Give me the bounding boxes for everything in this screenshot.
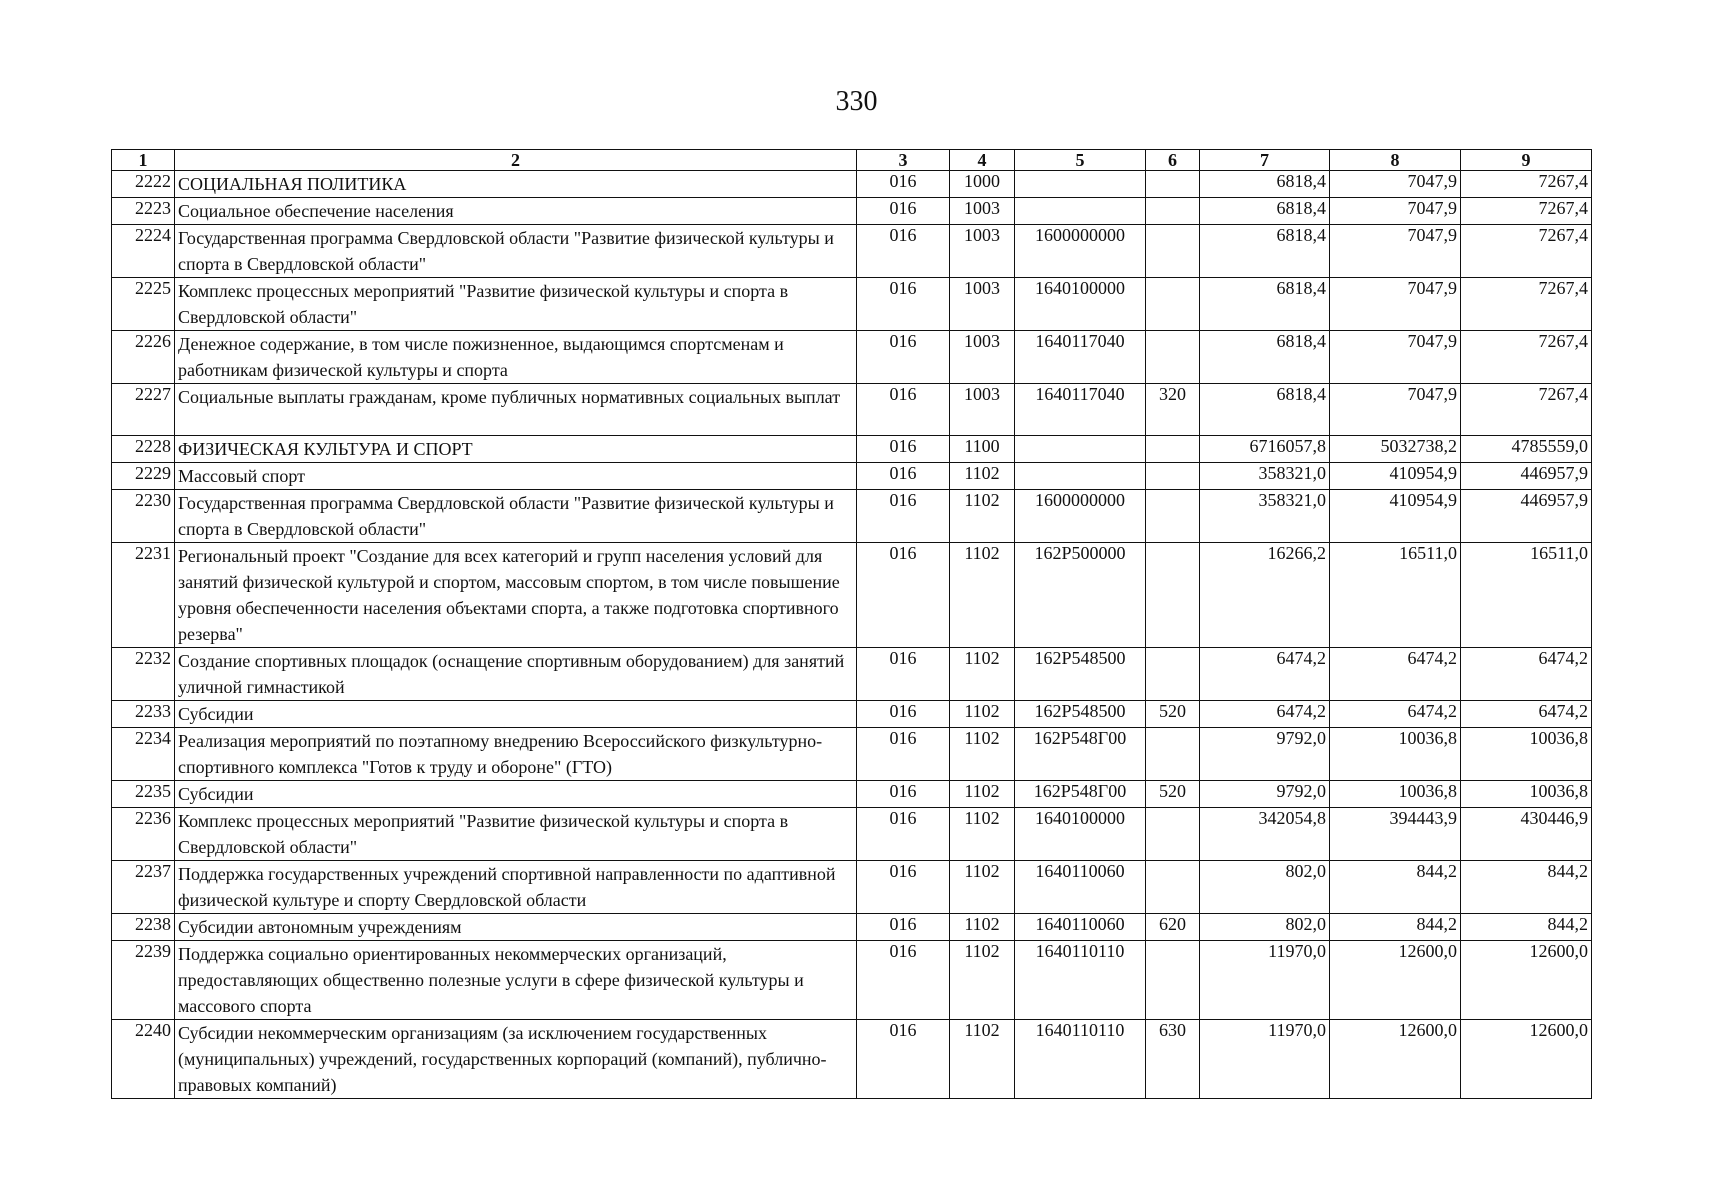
amount-year-1: 358321,0 bbox=[1200, 490, 1330, 543]
column-header: 6 bbox=[1146, 150, 1200, 171]
code-target: 162P548Г00 bbox=[1015, 781, 1146, 808]
row-number: 2231 bbox=[112, 543, 175, 648]
code-section: 1102 bbox=[950, 490, 1015, 543]
amount-year-3: 7267,4 bbox=[1461, 171, 1592, 198]
amount-year-2: 7047,9 bbox=[1330, 384, 1461, 436]
code-expense-type: 520 bbox=[1146, 781, 1200, 808]
code-target: 1600000000 bbox=[1015, 490, 1146, 543]
row-name: Субсидии автономным учреждениям bbox=[175, 914, 857, 941]
column-header: 1 bbox=[112, 150, 175, 171]
code-expense-type bbox=[1146, 808, 1200, 861]
table-row bbox=[112, 436, 1592, 463]
column-header: 2 bbox=[175, 150, 857, 171]
table-row bbox=[112, 490, 1592, 543]
row-number: 2230 bbox=[112, 490, 175, 543]
amount-year-1: 6474,2 bbox=[1200, 701, 1330, 728]
code-section: 1102 bbox=[950, 808, 1015, 861]
code-section: 1102 bbox=[950, 781, 1015, 808]
amount-year-1: 16266,2 bbox=[1200, 543, 1330, 648]
table-row bbox=[112, 198, 1592, 225]
amount-year-1: 11970,0 bbox=[1200, 941, 1330, 1020]
row-name: Комплекс процессных мероприятий "Развитие физической культуры и спорта в Свердловской области" bbox=[175, 278, 857, 331]
code-section: 1003 bbox=[950, 225, 1015, 278]
row-name: СОЦИАЛЬНАЯ ПОЛИТИКА bbox=[175, 171, 857, 198]
row-name: Социальные выплаты гражданам, кроме публичных нормативных социальных выплат bbox=[175, 384, 857, 436]
row-name: ФИЗИЧЕСКАЯ КУЛЬТУРА И СПОРТ bbox=[175, 436, 857, 463]
table-row bbox=[112, 543, 1592, 648]
code-target: 1640110060 bbox=[1015, 861, 1146, 914]
code-admin: 016 bbox=[857, 728, 950, 781]
code-expense-type: 520 bbox=[1146, 701, 1200, 728]
code-admin: 016 bbox=[857, 384, 950, 436]
amount-year-2: 7047,9 bbox=[1330, 331, 1461, 384]
code-admin: 016 bbox=[857, 543, 950, 648]
column-header: 5 bbox=[1015, 150, 1146, 171]
row-name: Создание спортивных площадок (оснащение спортивным оборудованием) для занятий уличной гимнастикой bbox=[175, 648, 857, 701]
row-number: 2235 bbox=[112, 781, 175, 808]
row-number: 2225 bbox=[112, 278, 175, 331]
code-expense-type bbox=[1146, 463, 1200, 490]
table-row bbox=[112, 1020, 1592, 1099]
code-admin: 016 bbox=[857, 331, 950, 384]
code-admin: 016 bbox=[857, 278, 950, 331]
row-name: Государственная программа Свердловской области "Развитие физической культуры и спорта в Свердловской области" bbox=[175, 225, 857, 278]
amount-year-2: 5032738,2 bbox=[1330, 436, 1461, 463]
amount-year-3: 7267,4 bbox=[1461, 198, 1592, 225]
code-target: 1640110060 bbox=[1015, 914, 1146, 941]
code-admin: 016 bbox=[857, 436, 950, 463]
budget-table bbox=[111, 149, 1592, 1099]
amount-year-3: 6474,2 bbox=[1461, 701, 1592, 728]
table-row bbox=[112, 941, 1592, 1020]
row-number: 2237 bbox=[112, 861, 175, 914]
code-expense-type bbox=[1146, 490, 1200, 543]
code-section: 1102 bbox=[950, 543, 1015, 648]
table-row bbox=[112, 781, 1592, 808]
code-admin: 016 bbox=[857, 808, 950, 861]
code-admin: 016 bbox=[857, 781, 950, 808]
row-number: 2229 bbox=[112, 463, 175, 490]
amount-year-2: 7047,9 bbox=[1330, 278, 1461, 331]
row-name: Массовый спорт bbox=[175, 463, 857, 490]
column-header: 8 bbox=[1330, 150, 1461, 171]
code-admin: 016 bbox=[857, 701, 950, 728]
code-target: 162P548500 bbox=[1015, 648, 1146, 701]
row-name: Поддержка государственных учреждений спортивной направленности по адаптивной физической культуре и спорту Свердловской области bbox=[175, 861, 857, 914]
amount-year-1: 6474,2 bbox=[1200, 648, 1330, 701]
amount-year-3: 844,2 bbox=[1461, 861, 1592, 914]
code-admin: 016 bbox=[857, 171, 950, 198]
code-admin: 016 bbox=[857, 914, 950, 941]
amount-year-3: 446957,9 bbox=[1461, 463, 1592, 490]
row-name: Субсидии bbox=[175, 781, 857, 808]
amount-year-3: 10036,8 bbox=[1461, 781, 1592, 808]
code-expense-type bbox=[1146, 543, 1200, 648]
code-target bbox=[1015, 436, 1146, 463]
amount-year-3: 16511,0 bbox=[1461, 543, 1592, 648]
amount-year-3: 7267,4 bbox=[1461, 331, 1592, 384]
code-expense-type bbox=[1146, 648, 1200, 701]
row-name: Поддержка социально ориентированных некоммерческих организаций, предоставляющих общественно полезные услуги в сфере физической культуры и массового спорта bbox=[175, 941, 857, 1020]
amount-year-3: 12600,0 bbox=[1461, 1020, 1592, 1099]
table-row bbox=[112, 384, 1592, 436]
code-target: 1640117040 bbox=[1015, 331, 1146, 384]
row-name: Комплекс процессных мероприятий "Развитие физической культуры и спорта в Свердловской области" bbox=[175, 808, 857, 861]
amount-year-3: 430446,9 bbox=[1461, 808, 1592, 861]
code-target: 1640100000 bbox=[1015, 808, 1146, 861]
code-expense-type bbox=[1146, 225, 1200, 278]
amount-year-2: 844,2 bbox=[1330, 914, 1461, 941]
table-row bbox=[112, 278, 1592, 331]
code-target: 162P548Г00 bbox=[1015, 728, 1146, 781]
row-number: 2238 bbox=[112, 914, 175, 941]
row-number: 2233 bbox=[112, 701, 175, 728]
amount-year-3: 7267,4 bbox=[1461, 278, 1592, 331]
header-row bbox=[112, 150, 1592, 171]
table-row bbox=[112, 225, 1592, 278]
amount-year-1: 802,0 bbox=[1200, 914, 1330, 941]
row-number: 2223 bbox=[112, 198, 175, 225]
row-number: 2227 bbox=[112, 384, 175, 436]
table-row bbox=[112, 861, 1592, 914]
code-target: 162P500000 bbox=[1015, 543, 1146, 648]
code-admin: 016 bbox=[857, 861, 950, 914]
page-number: 330 bbox=[835, 86, 878, 117]
code-admin: 016 bbox=[857, 648, 950, 701]
amount-year-3: 12600,0 bbox=[1461, 941, 1592, 1020]
code-section: 1102 bbox=[950, 861, 1015, 914]
code-expense-type bbox=[1146, 941, 1200, 1020]
code-target: 1600000000 bbox=[1015, 225, 1146, 278]
code-section: 1100 bbox=[950, 436, 1015, 463]
code-admin: 016 bbox=[857, 463, 950, 490]
code-target: 1640117040 bbox=[1015, 384, 1146, 436]
code-section: 1102 bbox=[950, 914, 1015, 941]
table-row bbox=[112, 171, 1592, 198]
code-target: 1640110110 bbox=[1015, 1020, 1146, 1099]
amount-year-2: 410954,9 bbox=[1330, 490, 1461, 543]
row-number: 2228 bbox=[112, 436, 175, 463]
code-expense-type bbox=[1146, 436, 1200, 463]
amount-year-1: 9792,0 bbox=[1200, 728, 1330, 781]
row-name: Реализация мероприятий по поэтапному внедрению Всероссийского физкультурно-спортивного комплекса "Готов к труду и обороне" (ГТО) bbox=[175, 728, 857, 781]
code-admin: 016 bbox=[857, 490, 950, 543]
code-target bbox=[1015, 198, 1146, 225]
code-section: 1102 bbox=[950, 463, 1015, 490]
row-name: Государственная программа Свердловской области "Развитие физической культуры и спорта в Свердловской области" bbox=[175, 490, 857, 543]
row-number: 2240 bbox=[112, 1020, 175, 1099]
code-section: 1003 bbox=[950, 384, 1015, 436]
amount-year-2: 394443,9 bbox=[1330, 808, 1461, 861]
table-row bbox=[112, 648, 1592, 701]
amount-year-1: 6818,4 bbox=[1200, 384, 1330, 436]
amount-year-1: 6818,4 bbox=[1200, 171, 1330, 198]
table-row bbox=[112, 331, 1592, 384]
row-number: 2239 bbox=[112, 941, 175, 1020]
code-expense-type bbox=[1146, 331, 1200, 384]
table-row bbox=[112, 808, 1592, 861]
amount-year-2: 844,2 bbox=[1330, 861, 1461, 914]
code-section: 1000 bbox=[950, 171, 1015, 198]
amount-year-3: 4785559,0 bbox=[1461, 436, 1592, 463]
row-name: Субсидии bbox=[175, 701, 857, 728]
amount-year-2: 10036,8 bbox=[1330, 781, 1461, 808]
code-section: 1102 bbox=[950, 941, 1015, 1020]
code-target: 1640100000 bbox=[1015, 278, 1146, 331]
amount-year-3: 7267,4 bbox=[1461, 384, 1592, 436]
amount-year-1: 6818,4 bbox=[1200, 225, 1330, 278]
row-number: 2234 bbox=[112, 728, 175, 781]
amount-year-1: 9792,0 bbox=[1200, 781, 1330, 808]
code-section: 1102 bbox=[950, 1020, 1015, 1099]
amount-year-2: 6474,2 bbox=[1330, 648, 1461, 701]
amount-year-1: 802,0 bbox=[1200, 861, 1330, 914]
row-number: 2236 bbox=[112, 808, 175, 861]
code-expense-type: 320 bbox=[1146, 384, 1200, 436]
row-number: 2226 bbox=[112, 331, 175, 384]
code-expense-type bbox=[1146, 728, 1200, 781]
code-admin: 016 bbox=[857, 198, 950, 225]
amount-year-2: 16511,0 bbox=[1330, 543, 1461, 648]
amount-year-1: 11970,0 bbox=[1200, 1020, 1330, 1099]
amount-year-1: 6716057,8 bbox=[1200, 436, 1330, 463]
amount-year-3: 6474,2 bbox=[1461, 648, 1592, 701]
code-expense-type: 620 bbox=[1146, 914, 1200, 941]
amount-year-2: 12600,0 bbox=[1330, 941, 1461, 1020]
code-admin: 016 bbox=[857, 225, 950, 278]
code-target: 1640110110 bbox=[1015, 941, 1146, 1020]
code-admin: 016 bbox=[857, 1020, 950, 1099]
amount-year-2: 410954,9 bbox=[1330, 463, 1461, 490]
amount-year-1: 6818,4 bbox=[1200, 278, 1330, 331]
row-number: 2222 bbox=[112, 171, 175, 198]
row-number: 2224 bbox=[112, 225, 175, 278]
amount-year-1: 358321,0 bbox=[1200, 463, 1330, 490]
table-body bbox=[112, 171, 1592, 1099]
code-expense-type bbox=[1146, 278, 1200, 331]
table-row bbox=[112, 728, 1592, 781]
amount-year-2: 7047,9 bbox=[1330, 225, 1461, 278]
table-row bbox=[112, 463, 1592, 490]
amount-year-2: 7047,9 bbox=[1330, 198, 1461, 225]
amount-year-1: 6818,4 bbox=[1200, 331, 1330, 384]
amount-year-2: 10036,8 bbox=[1330, 728, 1461, 781]
code-target bbox=[1015, 171, 1146, 198]
column-header: 3 bbox=[857, 150, 950, 171]
code-expense-type bbox=[1146, 861, 1200, 914]
amount-year-1: 342054,8 bbox=[1200, 808, 1330, 861]
code-expense-type bbox=[1146, 198, 1200, 225]
row-number: 2232 bbox=[112, 648, 175, 701]
row-name: Региональный проект "Создание для всех категорий и групп населения условий для занятий физической культурой и спортом, массовым спортом, в том числе повышение уровня обеспеченности населения объектами спорта, а также подготовка спортивного резерва" bbox=[175, 543, 857, 648]
code-admin: 016 bbox=[857, 941, 950, 1020]
amount-year-3: 446957,9 bbox=[1461, 490, 1592, 543]
column-header: 9 bbox=[1461, 150, 1592, 171]
code-section: 1102 bbox=[950, 701, 1015, 728]
amount-year-2: 6474,2 bbox=[1330, 701, 1461, 728]
code-section: 1003 bbox=[950, 331, 1015, 384]
amount-year-3: 844,2 bbox=[1461, 914, 1592, 941]
code-target: 162P548500 bbox=[1015, 701, 1146, 728]
code-section: 1003 bbox=[950, 278, 1015, 331]
amount-year-1: 6818,4 bbox=[1200, 198, 1330, 225]
amount-year-2: 7047,9 bbox=[1330, 171, 1461, 198]
row-name: Субсидии некоммерческим организациям (за исключением государственных (муниципальных) учреждений, государственных корпораций (компаний), публично-правовых компаний) bbox=[175, 1020, 857, 1099]
code-target bbox=[1015, 463, 1146, 490]
amount-year-2: 12600,0 bbox=[1330, 1020, 1461, 1099]
amount-year-3: 7267,4 bbox=[1461, 225, 1592, 278]
code-section: 1102 bbox=[950, 648, 1015, 701]
table-row bbox=[112, 701, 1592, 728]
column-header: 7 bbox=[1200, 150, 1330, 171]
row-name: Социальное обеспечение населения bbox=[175, 198, 857, 225]
row-name: Денежное содержание, в том числе пожизненное, выдающимся спортсменам и работникам физической культуры и спорта bbox=[175, 331, 857, 384]
code-section: 1102 bbox=[950, 728, 1015, 781]
column-header: 4 bbox=[950, 150, 1015, 171]
code-expense-type: 630 bbox=[1146, 1020, 1200, 1099]
table-row bbox=[112, 914, 1592, 941]
amount-year-3: 10036,8 bbox=[1461, 728, 1592, 781]
code-expense-type bbox=[1146, 171, 1200, 198]
code-section: 1003 bbox=[950, 198, 1015, 225]
